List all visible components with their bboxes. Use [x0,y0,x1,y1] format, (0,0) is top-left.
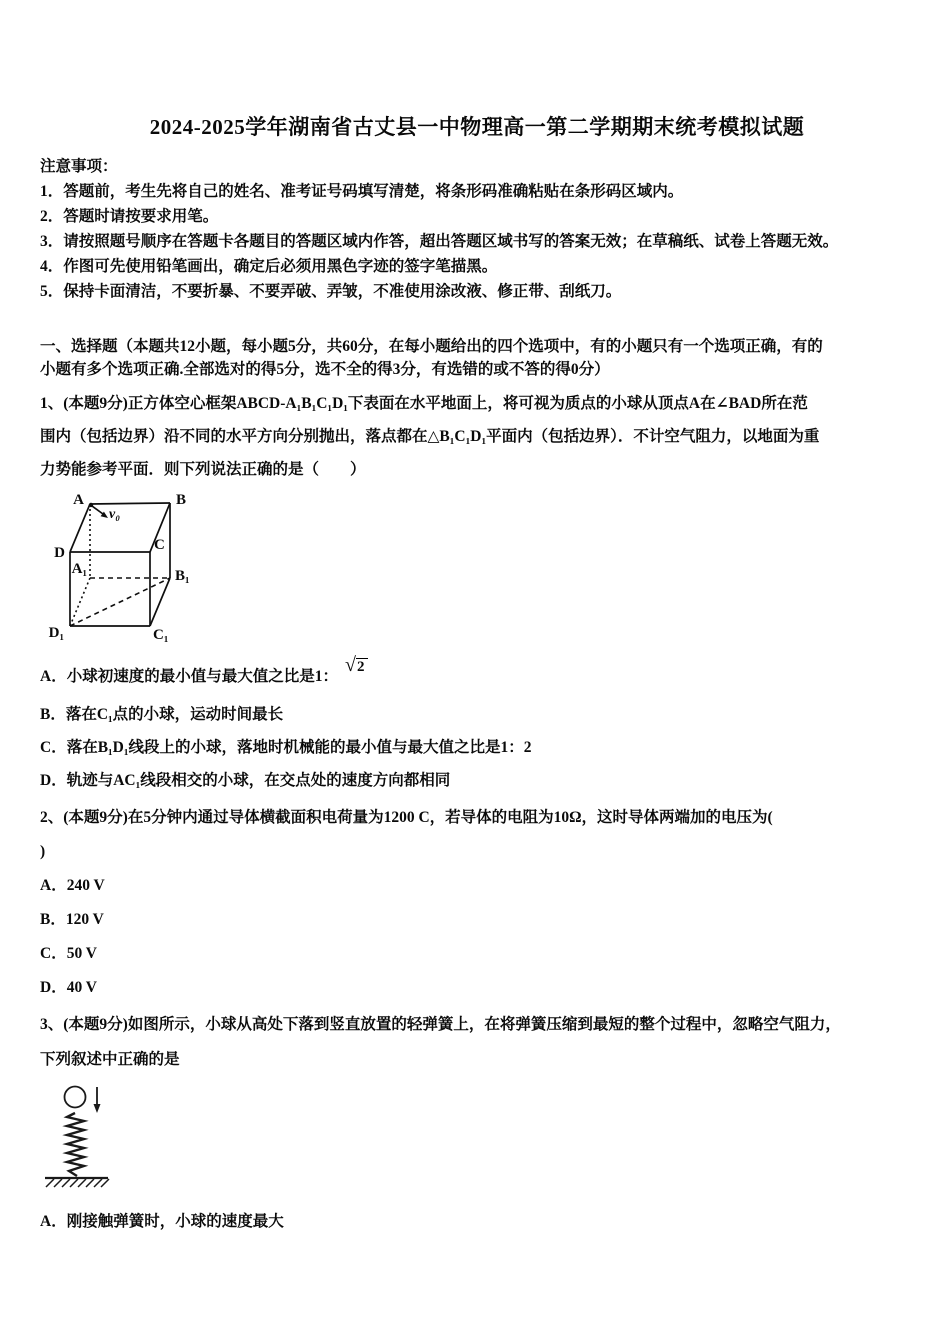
question-3-text-line: 下列叙述中正确的是 [40,1051,180,1068]
notice-heading: 注意事项： [40,158,118,175]
q2-option-a: A．240 V [40,877,105,894]
cube-figure [40,490,914,642]
question-2-text-line: ) [40,843,46,860]
vertex-label-b1: B₁ [175,568,190,584]
question-2-text-line: 2、(本题9分)在5分钟内通过导体横截面积电荷量为1200 C，若导体的电阻为10Ω，这时导体两端加的电压为( [40,809,773,826]
ground-icon [45,1178,109,1187]
sqrt-radicand: 2 [356,658,369,675]
question-3 [40,1007,914,1237]
q1-option-d: D．轨迹与AC₁线段相交的小球，在交点处的速度方向都相同 [40,772,451,789]
vertex-label-b: B [176,492,187,508]
v0-label: v₀ [109,507,121,522]
q2-option-c: C．50 V [40,945,97,962]
q2-option-d: D．40 V [40,979,97,996]
spring-figure [42,1083,914,1193]
q1-option-a-text: A．小球初速度的最小值与最大值之比是1： [40,668,338,685]
section-1-header [40,335,914,381]
q1-option-a [40,648,914,686]
notice-item: 1．答题前，考生先将自己的姓名、准考证号码填写清楚，将条形码准确粘贴在条形码区域内。 [40,183,684,200]
notice-item: 2．答题时请按要求用笔。 [40,208,219,225]
vertex-label-c1: C₁ [153,627,169,642]
vertex-label-a: A [73,492,84,508]
spring-icon [67,1113,84,1176]
cube-diagram [40,490,210,642]
ball-spring-diagram [42,1083,122,1193]
vertex-label-a1: A₁ [71,561,87,577]
question-1-text-line: 1、(本题9分)正方体空心框架ABCD-A₁B₁C₁D₁下表面在水平地面上，将可视为质点的小球从顶点A在∠BAD所在范 [40,395,808,412]
q2-option-b: B．120 V [40,911,104,928]
q1-option-c: C．落在B₁D₁线段上的小球，落地时机械能的最小值与最大值之比是1：2 [40,739,532,756]
down-arrow-icon [94,1087,101,1113]
q1-option-b: B．落在C₁点的小球，运动时间最长 [40,706,284,723]
section-header-line: 小题有多个选项正确.全部选对的得5分，选不全的得3分，有选错的或不答的得0分） [40,361,610,378]
v0-arrow [92,506,108,518]
sqrt-sign: √ [344,654,356,676]
notice-item: 5．保持卡面清洁，不要折暴、不要弄破、弄皱，不准使用涂改液、修正带、刮纸刀。 [40,283,622,300]
q3-option-a: A．刚接触弹簧时，小球的速度最大 [40,1213,284,1230]
vertex-label-d1: D₁ [48,625,64,641]
sqrt-expression [345,654,368,677]
vertex-label-d: D [54,545,65,561]
question-1-text-line: 围内（包括边界）沿不同的水平方向分别抛出，落点都在△B₁C₁D₁平面内（包括边界）．不计空气阻力，以地面为重 [40,428,820,445]
vertex-label-c: C [154,537,165,553]
page-title: 2024-2025学年湖南省古丈县一中物理高一第二学期期末统考模拟试题 [149,115,805,139]
section-header-line: 一、选择题（本题共12小题，每小题5分，共60分，在每小题给出的四个选项中，有的小题只有一个选项正确，有的 [40,338,823,355]
question-2 [40,801,914,1005]
question-3-text-line: 3、(本题9分)如图所示，小球从高处下落到竖直放置的轻弹簧上，在将弹簧压缩到最短的整个过程中，忽略空气阻力， [40,1016,841,1033]
notice-item: 4．作图可先使用铅笔画出，确定后必须用黑色字迹的签字笔描黑。 [40,258,498,275]
question-1-text-line: 力势能参考平面．则下列说法正确的是（ ） [40,461,366,478]
notice-item: 3．请按照题号顺序在答题卡各题目的答题区域内作答，超出答题区域书写的答案无效；在草稿纸、试卷上答题无效。 [40,233,839,250]
ball-icon [65,1087,86,1108]
question-1 [40,387,914,797]
notice-block [40,154,914,304]
